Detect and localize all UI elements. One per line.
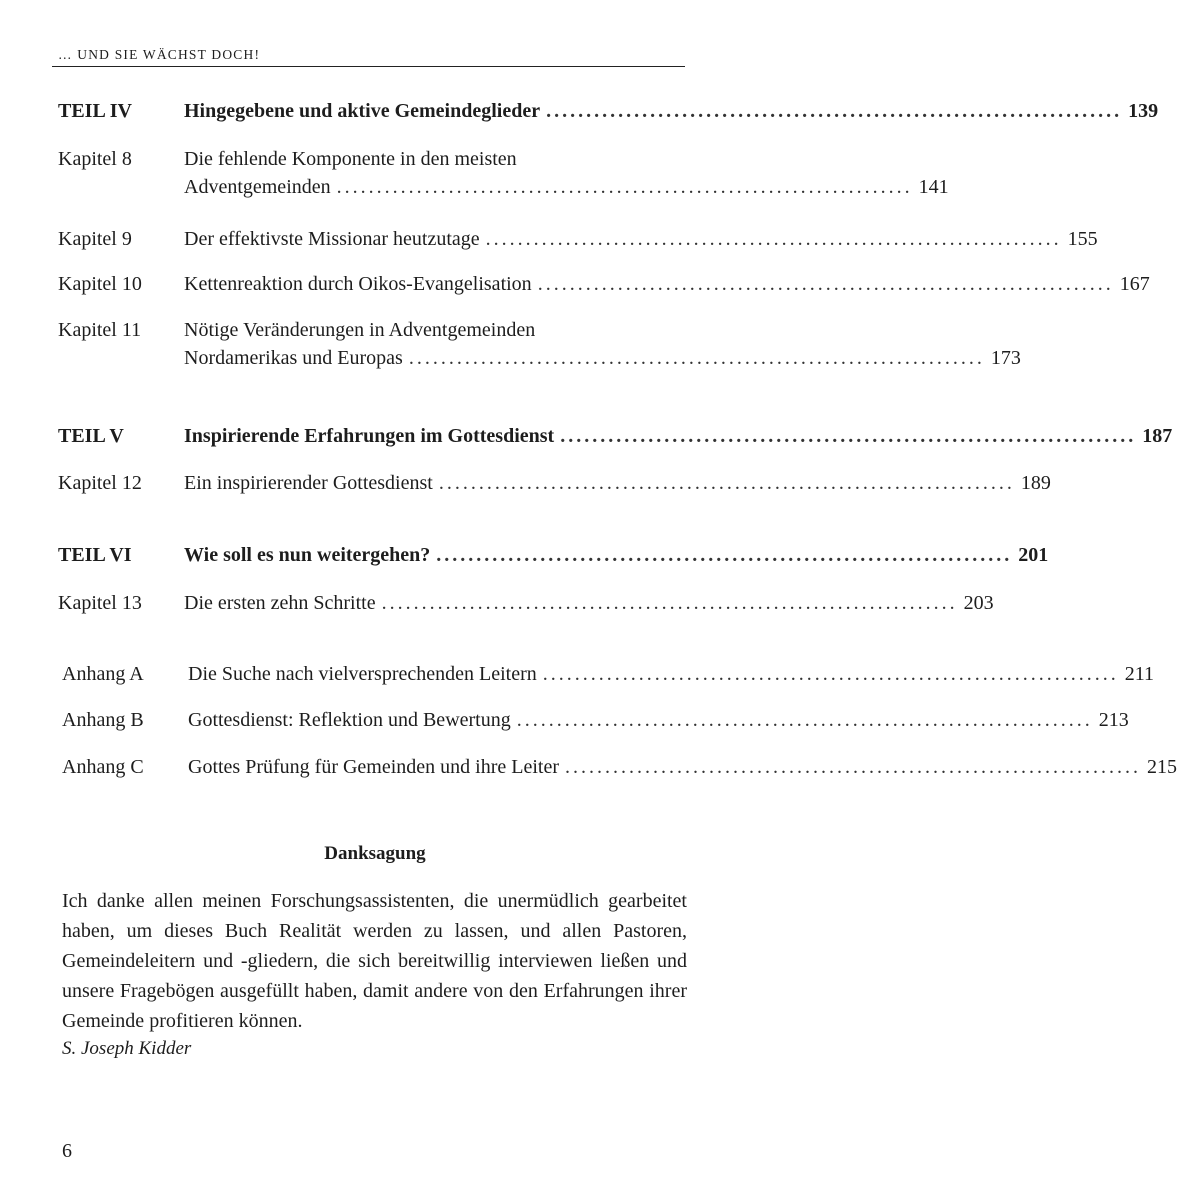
toc-part-title: Wie soll es nun weitergehen? (184, 544, 431, 566)
leader-dots: ........................................................................ (438, 472, 1015, 494)
leader-dots: ........................................................................ (516, 709, 1093, 731)
toc-page-number: 189 (1020, 472, 1051, 494)
toc-page-number: 203 (963, 592, 994, 614)
toc-chapter-label: Kapitel 12 (58, 472, 142, 494)
toc-page-number: 173 (990, 347, 1021, 369)
toc-part-label: TEIL VI (58, 544, 132, 566)
toc-appendix-label: Anhang B (62, 709, 144, 731)
toc-page-number: 201 (1018, 544, 1049, 566)
leader-dots: ........................................................................ (381, 592, 958, 614)
acknowledgment-heading: Danksagung (324, 843, 426, 864)
toc-page-number: 167 (1119, 273, 1150, 295)
leader-dots: ........................................................................ (542, 663, 1119, 685)
toc-chapter-title-line2: Adventgemeinden (184, 176, 331, 198)
page-number: 6 (62, 1140, 72, 1162)
toc-page-number: 211 (1124, 663, 1154, 685)
toc-page-number: 155 (1067, 228, 1098, 250)
acknowledgment-body: Ich danke allen meinen Forschungsassistenten, die unermüdlich gearbeitet haben, um dieses Buch Realität werden zu lassen, und allen Pastoren, Gemeindeleitern und -gliedern, die sich bereitwillig interviewen ließen und unsere Fragebögen ausgefüllt haben, damit andere von den Erfahrungen ihrer Gemeinde profitieren können. (62, 890, 687, 1032)
toc-chapter-title: Ein inspirierender Gottesdienst (184, 472, 433, 494)
leader-dots: ........................................................................ (408, 347, 985, 369)
toc-chapter-title: Die ersten zehn Schritte (184, 592, 376, 614)
toc-chapter-label: Kapitel 13 (58, 592, 142, 614)
toc-appendix-title: Die Suche nach vielversprechenden Leitern (188, 663, 537, 685)
leader-dots: ........................................................................ (560, 425, 1137, 447)
leader-dots: ........................................................................ (436, 544, 1013, 566)
toc-chapter-title: Kettenreaktion durch Oikos-Evangelisation (184, 273, 532, 295)
toc-part-label: TEIL V (58, 425, 124, 447)
toc-chapter-label: Kapitel 8 (58, 148, 132, 170)
leader-dots: ........................................................................ (565, 756, 1142, 778)
toc-page-number: 213 (1098, 709, 1129, 731)
leader-dots: ........................................................................ (546, 100, 1123, 122)
header-rule (52, 66, 685, 67)
toc-appendix-label: Anhang A (62, 663, 144, 685)
toc-chapter-label: Kapitel 9 (58, 228, 132, 250)
leader-dots: ........................................................................ (537, 273, 1114, 295)
toc-chapter-label: Kapitel 11 (58, 319, 142, 341)
toc-appendix-title: Gottes Prüfung für Gemeinden und ihre Leiter (188, 756, 560, 778)
toc-chapter-title-line2: Nordamerikas und Europas (184, 347, 403, 369)
toc-page-number: 139 (1128, 100, 1159, 122)
toc-chapter-label: Kapitel 10 (58, 273, 142, 295)
toc-appendix-title: Gottesdienst: Reflektion und Bewertung (188, 709, 511, 731)
toc-page-number: 187 (1142, 425, 1173, 447)
toc-chapter-title-line1: Nötige Veränderungen in Adventgemeinden (184, 319, 536, 341)
toc-page-number: 141 (918, 176, 949, 198)
toc-part-title: Hingegebene und aktive Gemeindeglieder (184, 100, 541, 122)
leader-dots: ........................................................................ (485, 228, 1062, 250)
toc-chapter-title: Der effektivste Missionar heutzutage (184, 228, 480, 250)
toc-chapter-title-line1: Die fehlende Komponente in den meisten (184, 148, 517, 170)
toc-page-number: 215 (1147, 756, 1177, 778)
toc-part-label: TEIL IV (58, 100, 132, 122)
author-signature: S. Joseph Kidder (62, 1038, 192, 1059)
toc-appendix-label: Anhang C (62, 756, 144, 778)
running-head: … UND SIE WÄCHST DOCH! (58, 47, 261, 62)
toc-part-title: Inspirierende Erfahrungen im Gottesdienst (184, 425, 555, 447)
leader-dots: ........................................................................ (336, 176, 913, 198)
